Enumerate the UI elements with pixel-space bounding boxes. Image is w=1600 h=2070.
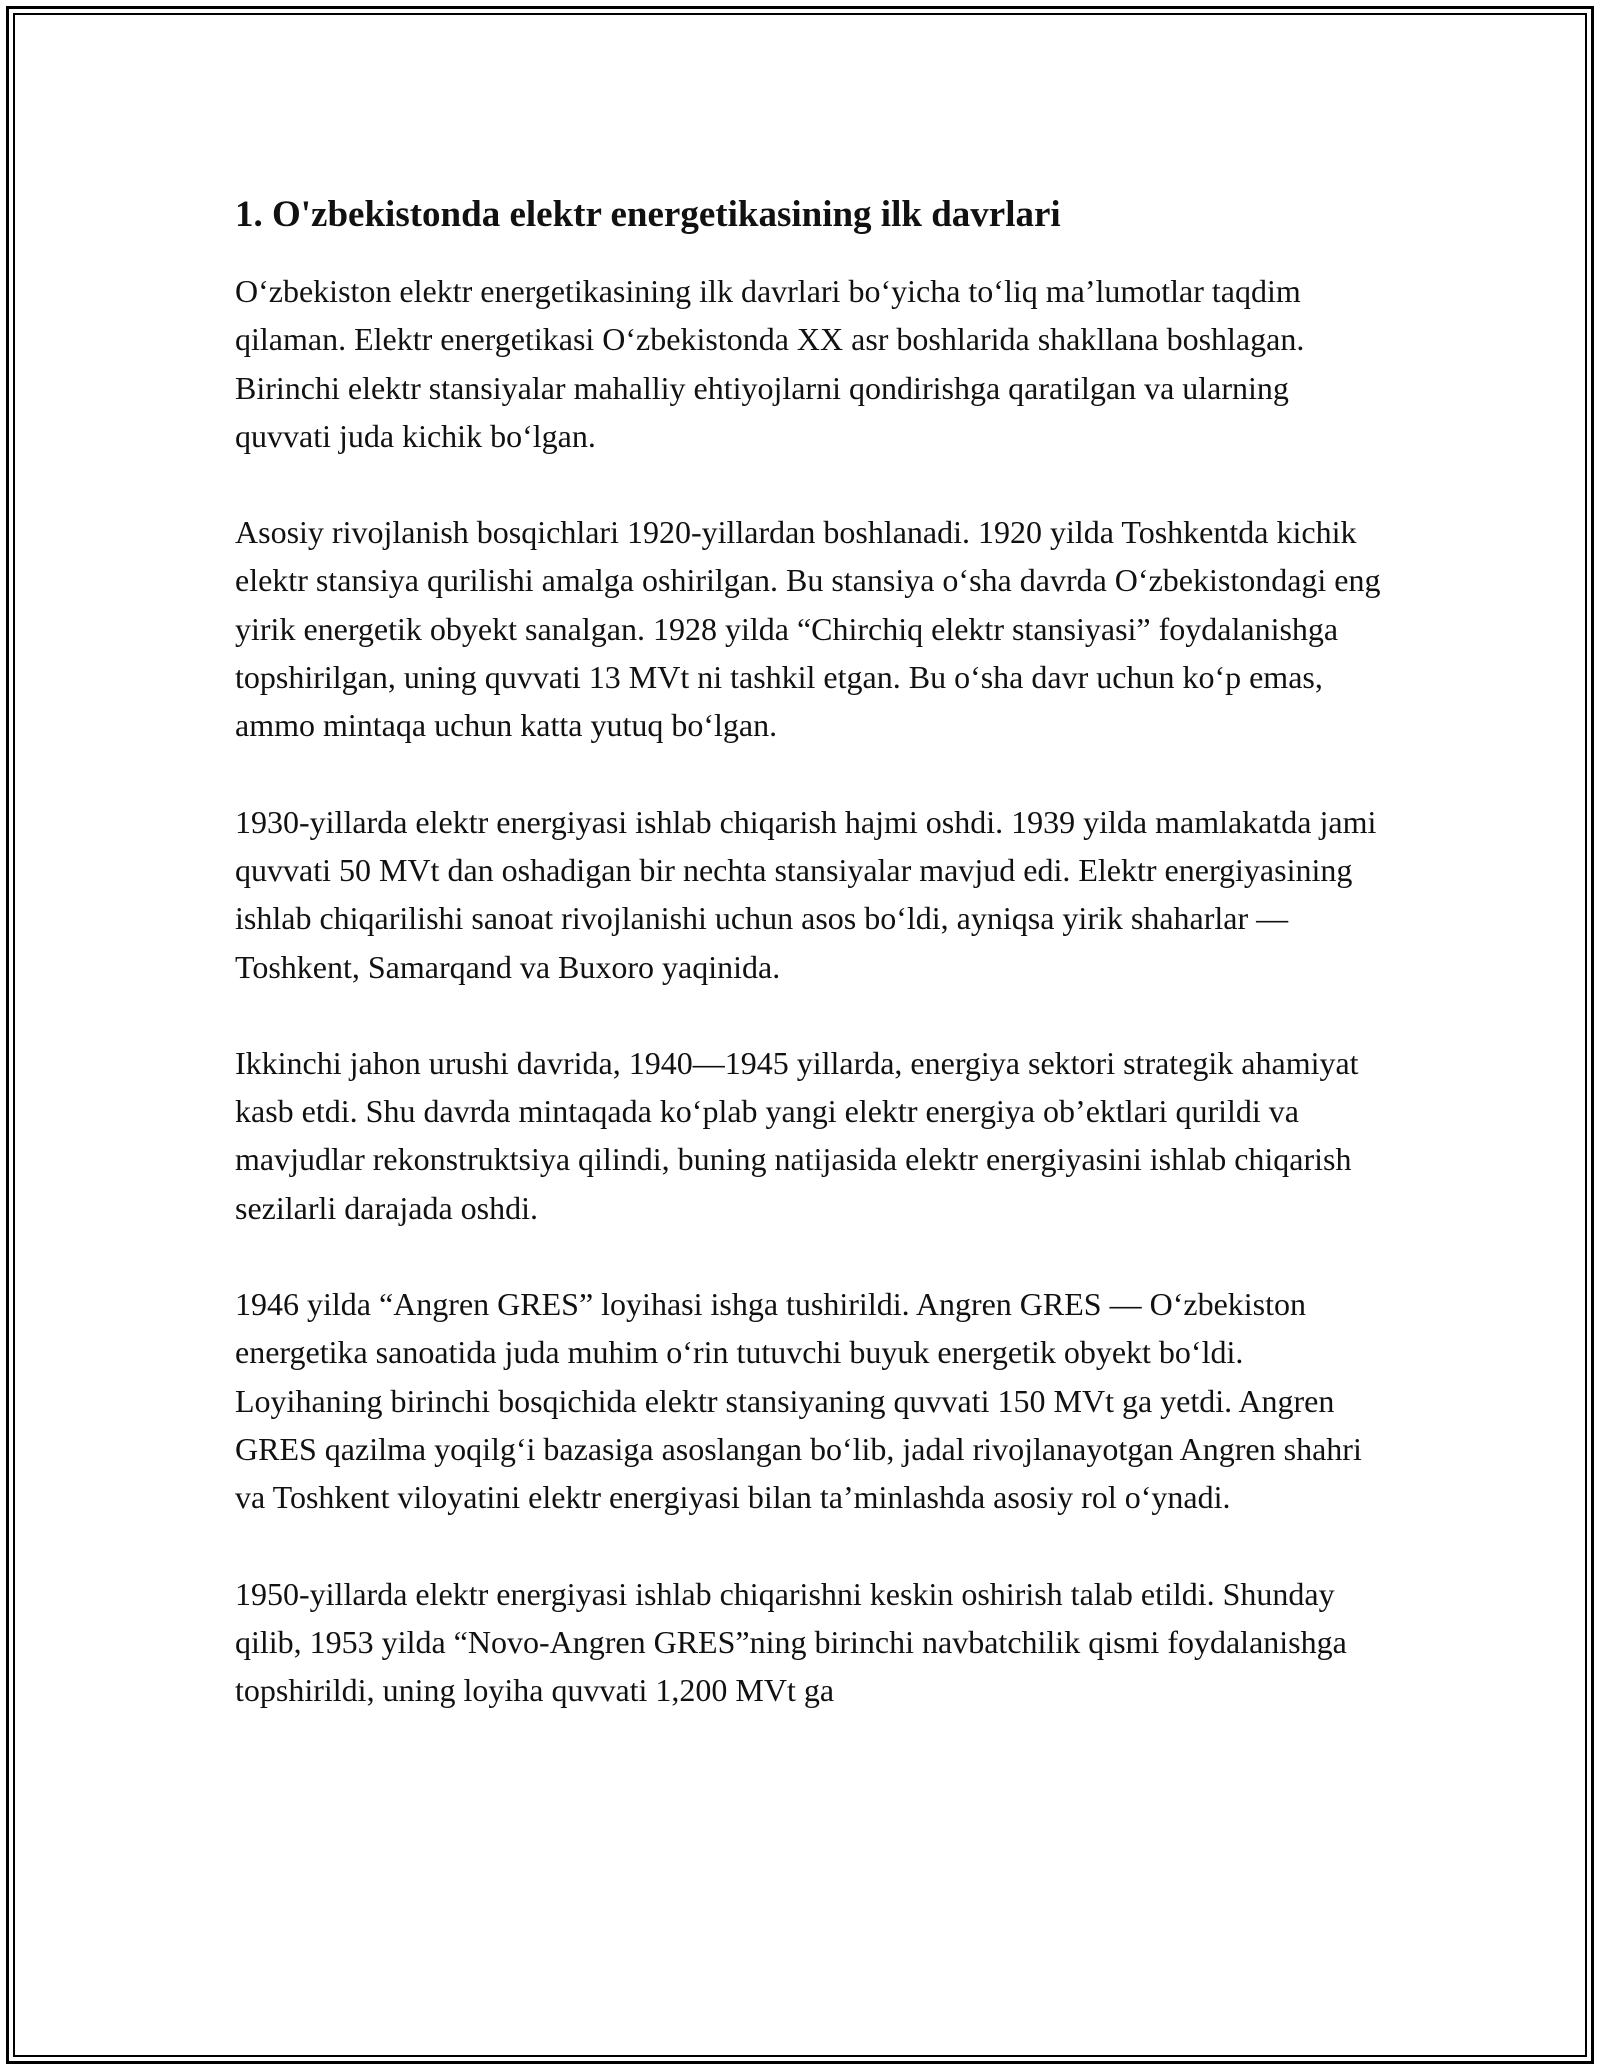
paragraph-1950s: 1950-yillarda elektr energiyasi ishlab chiqarishni keskin oshirish talab etildi. Shunday qilib, 1953 yilda “Novo-Angren GRES”ning birinchi navbatchilik qismi foydalanishga topshirildi, uning loyiha quvvati 1,200 MVt ga bbox=[235, 1575, 1347, 1709]
paragraph-war-years: Ikkinchi jahon urushi davrida, 1940—1945 yillarda, energiya sektori strategik ahamiyat kasb etdi. Shu davrda mintaqada ko‘plab yangi elektr energiya ob’ektlari qurildi va mavjudlar rekonstruktsiya qilindi, buning natijasida elektr energiyasini ishlab chiqarish sezilarli darajada oshdi. bbox=[235, 1044, 1359, 1226]
document-body bbox=[235, 183, 1385, 1714]
paragraph-1920s: Asosiy rivojlanish bosqichlari 1920-yillardan boshlanadi. 1920 yilda Toshkentda kichik elektr stansiya qurilishi amalga oshirilgan. Bu stansiya o‘sha davrda O‘zbekistondagi eng yirik energetik obyekt sanalgan. 1928 yilda “Chirchiq elektr stansiyasi” foydalanishga topshirilgan, uning quvvati 13 MVt ni tashkil etgan. Bu o‘sha davr uchun ko‘p emas, ammo mintaqa uchun katta yutuq bo‘lgan. bbox=[235, 514, 1381, 744]
paragraph-intro: O‘zbekiston elektr energetikasining ilk davrlari bo‘yicha to‘liq ma’lumotlar taqdim qilaman. Elektr energetikasi O‘zbekistonda XX asr boshlarida shakllana boshlagan. Birinchi elektr stansiyalar mahalliy ehtiyojlarni qondirishga qaratilgan va ularning quvvati juda kichik bo‘lgan. bbox=[235, 273, 1305, 454]
section-heading: 1. O'zbekistonda elektr energetikasining ilk davrlari bbox=[235, 194, 1061, 235]
paragraph-angren-gres: 1946 yilda “Angren GRES” loyihasi ishga tushirildi. Angren GRES — O‘zbekiston energetika sanoatida juda muhim o‘rin tutuvchi buyuk energetik obyekt bo‘ldi. Loyihaning birinchi bosqichida elektr stansiyaning quvvati 150 MVt ga yetdi. Angren GRES qazilma yoqilg‘i bazasiga asoslangan bo‘lib, jadal rivojlanayotgan Angren shahri va Toshkent viloyatini elektr energiyasi bilan ta’minlashda asosiy rol o‘ynadi. bbox=[235, 1286, 1362, 1516]
paragraph-1930s: 1930-yillarda elektr energiyasi ishlab chiqarish hajmi oshdi. 1939 yilda mamlakatda jami quvvati 50 MVt dan oshadigan bir nechta stansiyalar mavjud edi. Elektr energiyasining ishlab chiqarilishi sanoat rivojlanishi uchun asos bo‘ldi, ayniqsa yirik shaharlar — Toshkent, Samarqand va Buxoro yaqinida. bbox=[235, 803, 1377, 985]
